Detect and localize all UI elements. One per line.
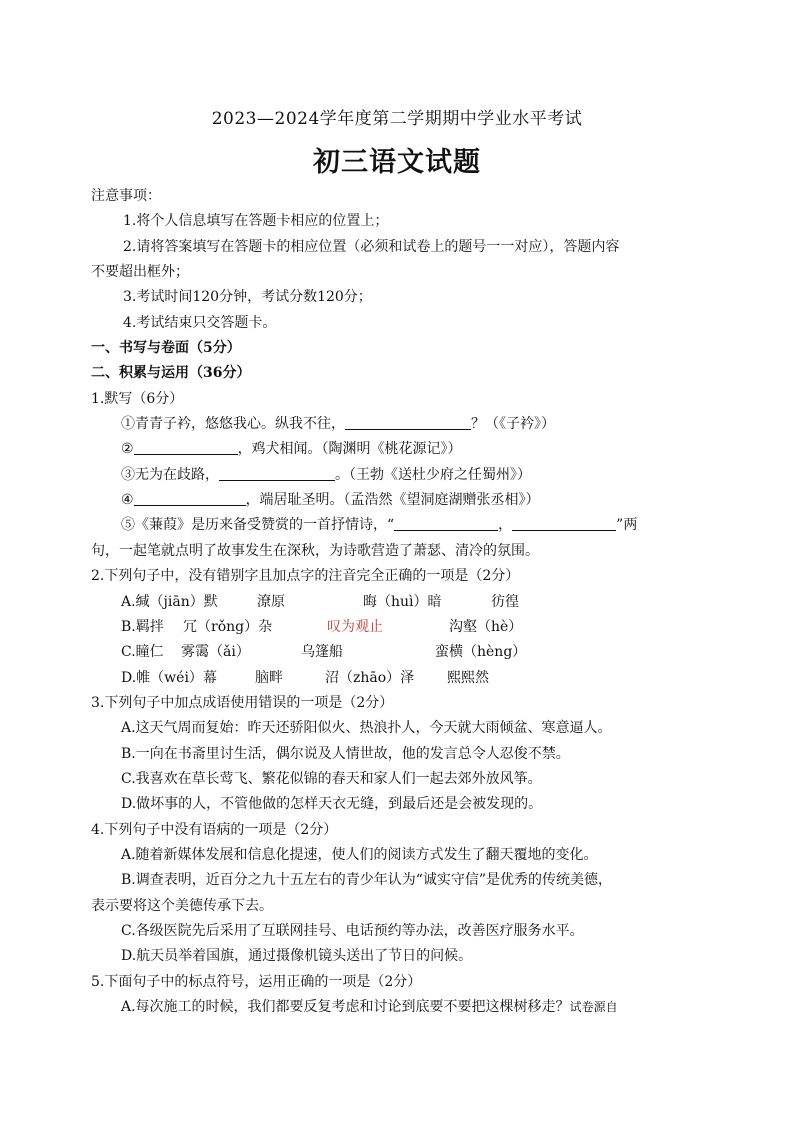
q1-line-5-mid: ，: [498, 517, 513, 534]
q1-line-5-tail: ”两: [616, 517, 638, 534]
q1-line-3-text: ③无为在歧路，: [121, 466, 219, 483]
q1-line-4-tail: ，端居耻圣明。（孟浩然《望洞庭湖赠张丞相》）: [245, 492, 540, 509]
q4-option-a[interactable]: A.随着新媒体发展和信息化提速，使人们的阅读方式发生了翻天覆地的变化。: [121, 846, 598, 863]
q3-stem: 3.下列句子中加点成语使用错误的一项是（2分）: [91, 694, 394, 711]
notice-item-2-cont: 不要超出框外；: [91, 264, 189, 281]
q2-b-word-2: 冗（rǒng）杂: [183, 618, 273, 635]
q2-b-word-3: 叹为观止: [327, 618, 383, 635]
q1-blank-6[interactable]: [512, 515, 616, 531]
q2-option-d[interactable]: [91, 666, 703, 691]
q2-d-word-4: 熙熙然: [447, 669, 489, 686]
q1-line-2-tail: ，鸡犬相闻。（陶渊明《桃花源记》）: [237, 441, 462, 458]
q3-option-b[interactable]: B.一向在书斋里讨生活，偶尔说及人情世故，他的发言总令人忍俊不禁。: [121, 745, 570, 762]
q1-line-5-text: ⑤《蒹葭》是历来备受赞赏的一首抒情诗，“: [121, 517, 395, 534]
q3-option-c[interactable]: C.我喜欢在草长莺飞、繁花似锦的春天和家人们一起去郊外放风筝。: [121, 770, 542, 787]
q1-line-3: [91, 463, 703, 488]
q1-blank-5[interactable]: [394, 515, 498, 531]
section-writing: 一、书写与卷面（5分）: [91, 340, 241, 357]
q4-option-b[interactable]: B.调查表明，近百分之九十五左右的青少年认为“诚实守信”是优秀的传统美德，: [121, 872, 613, 889]
notice-heading: 注意事项：: [91, 188, 161, 204]
q2-b-word-1: B.羁拌: [121, 618, 164, 635]
section-accumulation: 二、积累与运用（36分）: [91, 365, 251, 382]
notice-item-1: 1.将个人信息填写在答题卡相应的位置上；: [123, 213, 389, 230]
q5-option-a-text: A.每次施工的时候，我们都要反复考虑和讨论到底要不要把这棵树移走？: [121, 999, 570, 1015]
q1-line-4: [91, 488, 703, 513]
exam-title: 初三语文试题: [313, 147, 481, 178]
q2-a-word-1: A.缄（jiān）默: [121, 593, 218, 610]
q2-b-word-4: 沟壑（hè）: [449, 618, 523, 635]
exam-content: [91, 184, 703, 1020]
q2-d-word-2: 脑畔: [255, 669, 283, 686]
notice-item-2: 2.请将答案填写在答题卡的相应位置（必须和试卷上的题号一一对应），答题内容: [123, 238, 620, 255]
q1-line-5: [91, 513, 703, 538]
q1-line-2-text: ②: [121, 441, 134, 458]
q1-stem: 1.默写（6分）: [91, 390, 184, 407]
q1-line-1: [91, 412, 703, 437]
q2-option-a[interactable]: [91, 590, 703, 615]
notice-item-4: 4.考试结束只交答题卡。: [123, 314, 277, 331]
q1-blank-2[interactable]: [134, 439, 238, 455]
q4-option-c[interactable]: C.各级医院先后采用了互联网挂号、电话预约等办法，改善医疗服务水平。: [121, 922, 584, 939]
q2-a-word-4: 彷徨: [491, 593, 519, 610]
q4-option-b-cont: 表示要将这个美德传承下去。: [91, 897, 273, 914]
q1-line-1-text: ①青青子衿，悠悠我心。纵我不往，: [121, 416, 345, 433]
q4-option-d[interactable]: D.航天员举着国旗，通过摄像机镜头送出了节日的问候。: [121, 948, 473, 965]
q1-line-2: [91, 437, 703, 462]
q2-d-word-3: 沼（zhāo）泽: [325, 669, 415, 686]
q2-c-word-2: 雾霭（ǎi）: [181, 644, 250, 661]
q5-option-a[interactable]: [91, 995, 703, 1020]
q3-option-d[interactable]: D.做坏事的人，不管他做的怎样天衣无缝，到最后还是会被发现的。: [121, 796, 543, 813]
q2-stem: 2.下列句子中，没有错别字且加点字的注音完全正确的一项是（2分）: [91, 568, 520, 585]
source-watermark: 试卷源自: [569, 1000, 618, 1014]
q1-line-4-text: ④: [121, 492, 134, 509]
q2-c-word-4: 蛮横（hèng）: [435, 644, 527, 661]
q2-d-word-1: D.帷（wéi）幕: [121, 669, 217, 686]
q2-c-word-1: C.瞳仁: [121, 644, 164, 661]
exam-subtitle: 2023—2024学年度第二学期期中学业水平考试: [211, 109, 583, 129]
q1-blank-3[interactable]: [219, 465, 335, 481]
q5-stem: 5.下面句子中的标点符号，运用正确的一项是（2分）: [91, 973, 422, 990]
q1-blank-1[interactable]: [345, 414, 471, 430]
notice-item-3: 3.考试时间120分钟，考试分数120分；: [123, 289, 372, 306]
q2-c-word-3: 乌篷船: [301, 644, 343, 661]
q3-option-a[interactable]: A.这天气周而复始：昨天还骄阳似火、热浪扑人，今天就大雨倾盆、寒意逼人。: [121, 720, 612, 737]
q1-line-1-tail: ？（《子衿》）: [471, 416, 555, 433]
q2-a-word-2: 潦原: [257, 593, 285, 610]
q2-a-word-3: 晦（huì）暗: [363, 593, 442, 610]
q1-blank-4[interactable]: [134, 490, 246, 506]
q4-stem: 4.下列句子中没有语病的一项是（2分）: [91, 821, 338, 838]
q1-line-6: 句，一起笔就点明了故事发生在深秋，为诗歌营造了萧瑟、清冷的氛围。: [91, 542, 539, 559]
q2-option-b[interactable]: [91, 615, 703, 640]
q1-line-3-tail: 。（王勃《送杜少府之任蜀州》）: [335, 466, 531, 483]
q2-option-c[interactable]: [91, 640, 703, 665]
